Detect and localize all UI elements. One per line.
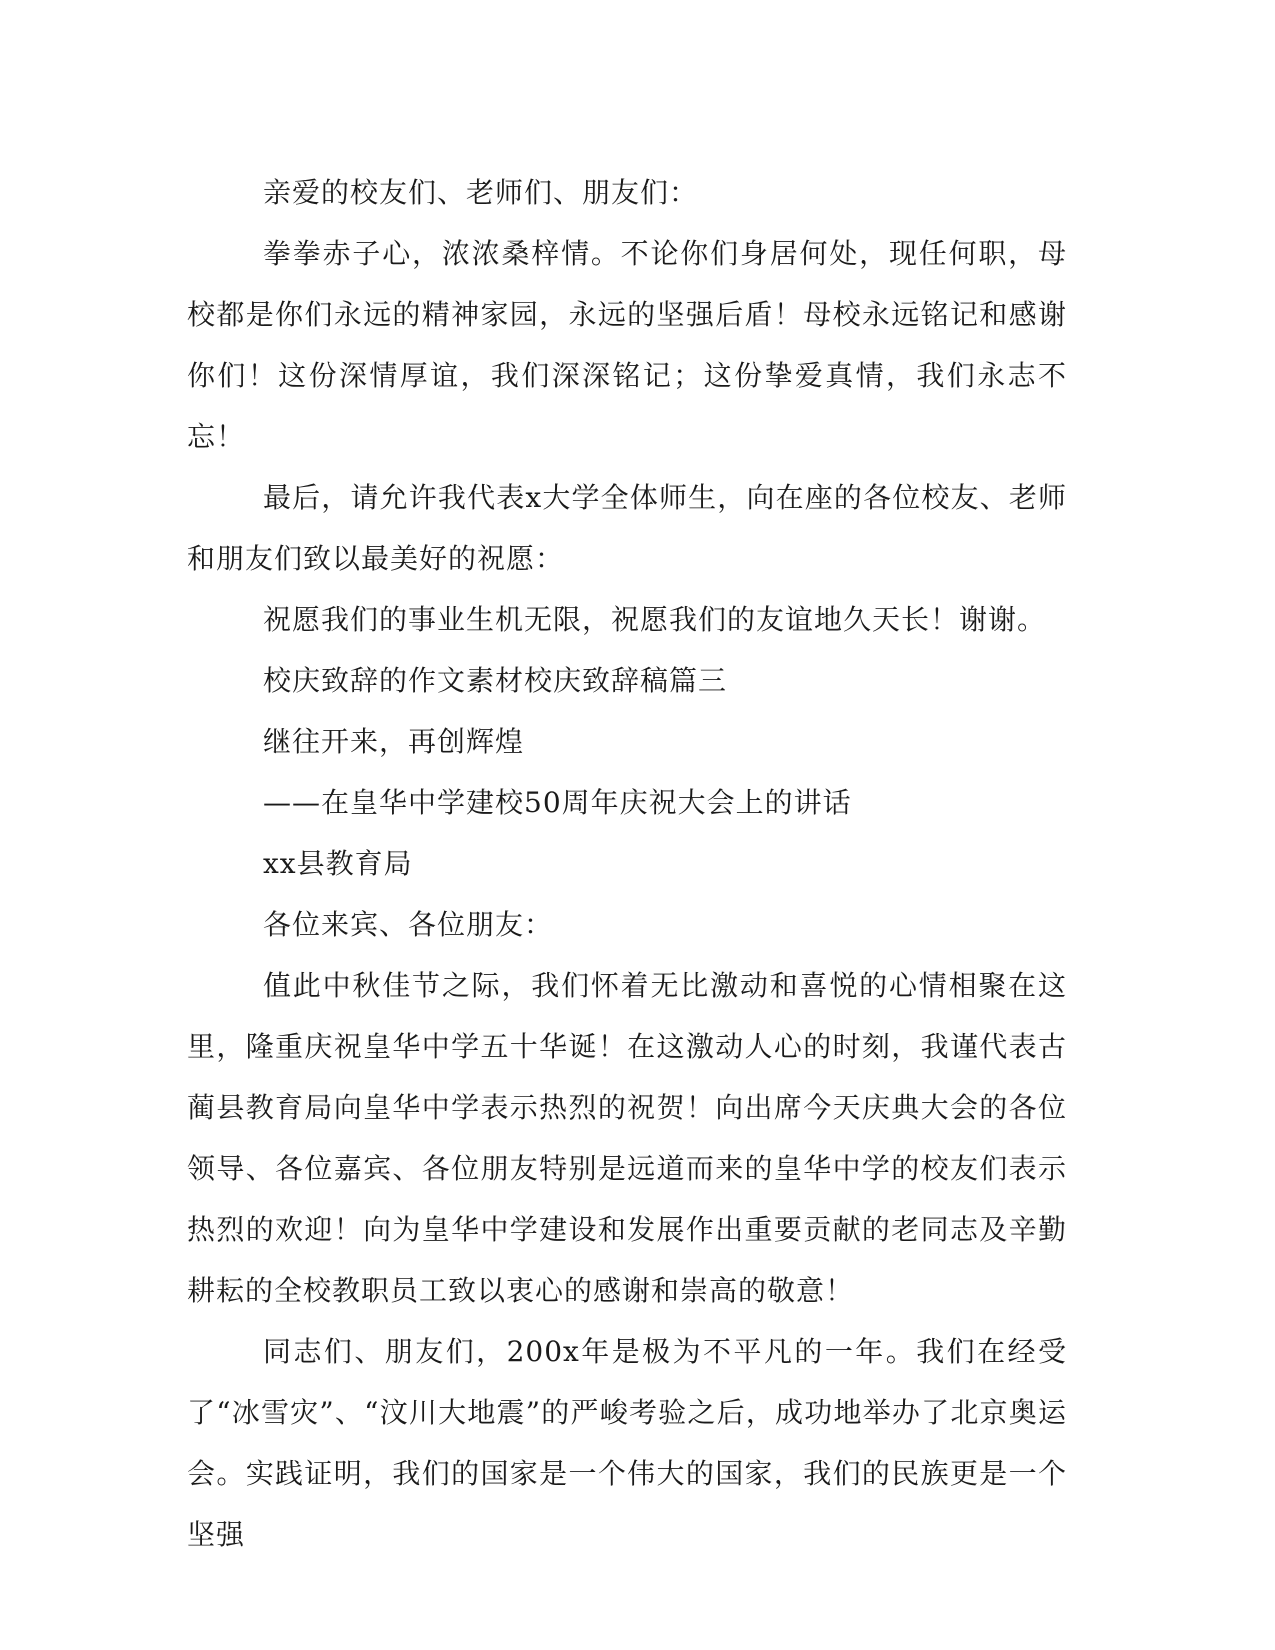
paragraph-alma-mater: 拳拳赤子心，浓浓桑梓情。不论你们身居何处，现任何职，母校都是你们永远的精神家园，永远的坚强后盾！母校永远铭记和感谢你们！这份深情厚谊，我们深深铭记；这份挚爱真情，我们永志不忘！ bbox=[187, 237, 1067, 453]
paragraph-extraordinary-year: 同志们、朋友们，200x年是极为不平凡的一年。我们在经受了“冰雪灾”、“汶川大地震”的严峻考验之后，成功地举办了北京奥运会。实践证明，我们的国家是一个伟大的国家，我们的民族更是一个坚强 bbox=[187, 1335, 1067, 1551]
salutation-guests: 各位来宾、各位朋友： bbox=[263, 908, 554, 941]
section-heading: 校庆致辞的作文素材校庆致辞稿篇三 bbox=[263, 664, 728, 697]
speech-title: 继往开来，再创辉煌 bbox=[263, 725, 525, 758]
salutation-alumni: 亲爱的校友们、老师们、朋友们： bbox=[263, 176, 699, 209]
speech-subtitle: ——在皇华中学建校50周年庆祝大会上的讲话 bbox=[263, 786, 852, 819]
paragraph-blessing: 祝愿我们的事业生机无限，祝愿我们的友谊地久天长！谢谢。 bbox=[263, 603, 1047, 636]
paragraph-celebration: 值此中秋佳节之际，我们怀着无比激动和喜悦的心情相聚在这里，隆重庆祝皇华中学五十华诞！在这激动人心的时刻，我谨代表古蔺县教育局向皇华中学表示热烈的祝贺！向出席今天庆典大会的各位领导、各位嘉宾、各位朋友特别是远道而来的皇华中学的校友们表示热烈的欢迎！向为皇华中学建设和发展作出重要贡献的老同志及辛勤耕耘的全校教职员工致以衷心的感谢和崇高的敬意！ bbox=[187, 969, 1067, 1307]
paragraph-closing-wishes: 最后，请允许我代表x大学全体师生，向在座的各位校友、老师和朋友们致以最美好的祝愿： bbox=[187, 481, 1067, 575]
document-body bbox=[187, 162, 1067, 1565]
speech-author: xx县教育局 bbox=[263, 847, 413, 880]
